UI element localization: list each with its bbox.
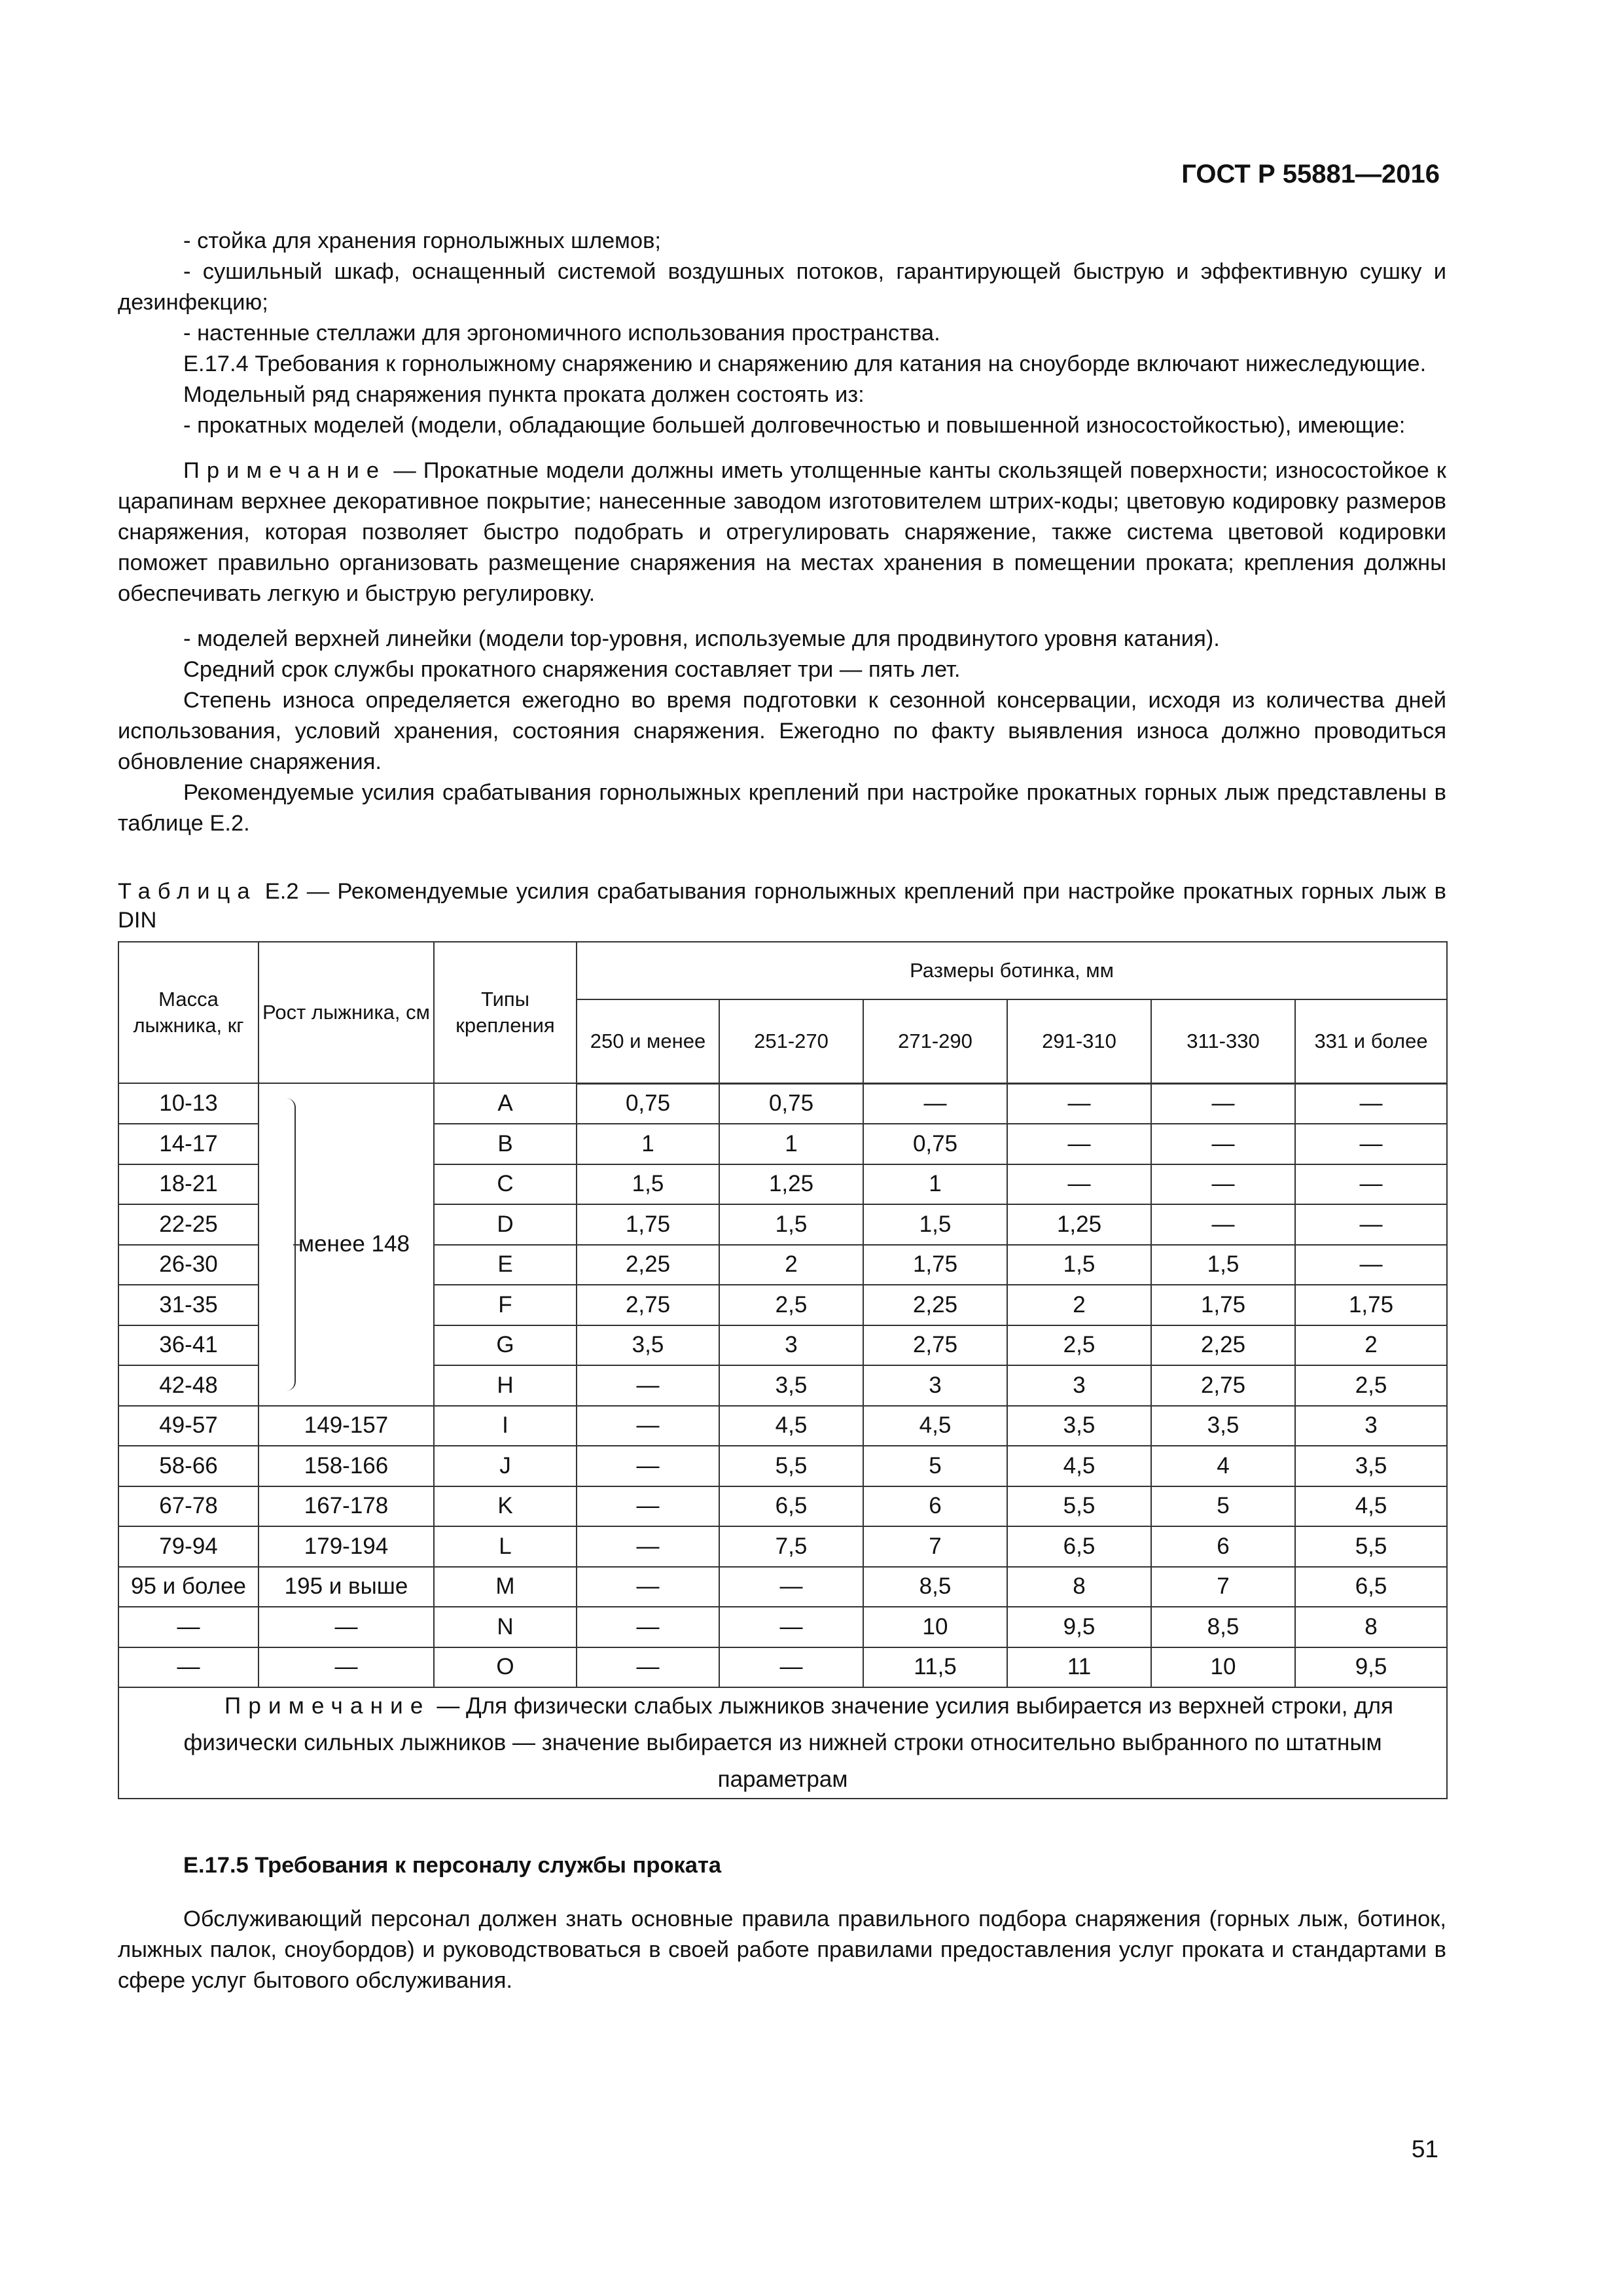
cell-value: 2,75: [577, 1285, 719, 1325]
table-row: [118, 1526, 1447, 1567]
cell-height: —: [259, 1607, 434, 1647]
table-note-row: [118, 1687, 1447, 1799]
cell-value: 3: [719, 1325, 863, 1366]
cell-height: 158-166: [259, 1446, 434, 1486]
paragraph-model-range: Модельный ряд снаряжения пункта проката должен состоять из:: [183, 382, 865, 407]
cell-mass: 49-57: [118, 1406, 259, 1446]
table-row: [118, 1446, 1447, 1486]
cell-value: 3,5: [577, 1325, 719, 1366]
table-row: [118, 1647, 1447, 1688]
cell-height-merged: [259, 1083, 434, 1406]
cell-value: 6,5: [1007, 1526, 1151, 1567]
column-header-binding-type: Типы крепления: [434, 942, 577, 1083]
table-row: [118, 1406, 1447, 1446]
table-caption-label: Таблица: [118, 879, 257, 904]
cell-value: 1: [863, 1164, 1007, 1205]
cell-value: —: [719, 1607, 863, 1647]
cell-value: 0,75: [863, 1124, 1007, 1164]
table-caption-text: Е.2 — Рекомендуемые усилия срабатывания горнолыжных креплений при настройке прокатных горных лыж в DIN: [118, 879, 1446, 933]
cell-value: 4: [1151, 1446, 1295, 1486]
cell-value: 1,25: [719, 1164, 863, 1205]
note-text: — Прокатные модели должны иметь утолщенные канты скользящей поверхности; износостойкое к царапинам верхнее декоративное покрытие; нанесенные заводом изготовителем штрих-коды; цветовую кодировку размеров снаряжения, которая позволяет быстро подобрать и отрегулировать снаряжение, также система цветовой кодировки поможет правильно организовать размещение снаряжения на местах хранения в помещении проката; крепления должны обеспечивать легкую и быструю регулировку.: [118, 458, 1446, 606]
cell-value: 1,75: [863, 1245, 1007, 1285]
cell-binding-type: L: [434, 1526, 577, 1567]
cell-binding-type: F: [434, 1285, 577, 1325]
paragraph-service-life: Средний срок службы прокатного снаряжения составляет три — пять лет.: [183, 657, 961, 682]
table-row: [118, 1607, 1447, 1647]
cell-mass: 58-66: [118, 1446, 259, 1486]
cell-height-label: менее 148: [298, 1231, 410, 1257]
cell-value: 9,5: [1007, 1607, 1151, 1647]
cell-value: 2,75: [1151, 1365, 1295, 1406]
cell-height: 195 и выше: [259, 1567, 434, 1607]
cell-value: 11,5: [863, 1647, 1007, 1688]
cell-mass: 18-21: [118, 1164, 259, 1205]
column-header-boot-size: 311-330: [1151, 999, 1295, 1083]
cell-value: —: [1151, 1204, 1295, 1245]
column-header-boot-size: 331 и более: [1295, 999, 1447, 1083]
cell-mass: —: [118, 1607, 259, 1647]
cell-value: 1,75: [577, 1204, 719, 1245]
cell-value: 0,75: [719, 1083, 863, 1124]
paragraph-e174: Е.17.4 Требования к горнолыжному снаряжению и снаряжению для катания на сноуборде включают нижеследующие.: [183, 351, 1427, 376]
cell-binding-type: E: [434, 1245, 577, 1285]
cell-value: 1,75: [1151, 1285, 1295, 1325]
table-note-label: Примечание: [224, 1693, 431, 1719]
cell-value: —: [863, 1083, 1007, 1124]
cell-binding-type: O: [434, 1647, 577, 1688]
cell-value: —: [577, 1446, 719, 1486]
cell-value: —: [577, 1406, 719, 1446]
cell-value: —: [1295, 1245, 1447, 1285]
cell-value: —: [1295, 1083, 1447, 1124]
cell-binding-type: C: [434, 1164, 577, 1205]
cell-value: —: [577, 1607, 719, 1647]
cell-value: 5,5: [719, 1446, 863, 1486]
cell-value: 6,5: [719, 1486, 863, 1527]
cell-value: 3,5: [719, 1365, 863, 1406]
cell-mass: 22-25: [118, 1204, 259, 1245]
cell-mass: 14-17: [118, 1124, 259, 1164]
cell-value: 0,75: [577, 1083, 719, 1124]
cell-value: —: [577, 1486, 719, 1527]
cell-value: —: [719, 1647, 863, 1688]
list-item: - сушильный шкаф, оснащенный системой воздушных потоков, гарантирующей быструю и эффективную сушку и дезинфекцию;: [118, 259, 1446, 315]
column-header-boot-size: 271-290: [863, 999, 1007, 1083]
page-content: [118, 226, 1446, 1996]
cell-value: —: [1007, 1083, 1151, 1124]
list-item: - настенные стеллажи для эргономичного использования пространства.: [183, 321, 940, 346]
cell-value: 2,25: [1151, 1325, 1295, 1366]
cell-value: 5,5: [1007, 1486, 1151, 1527]
cell-value: 10: [863, 1607, 1007, 1647]
cell-binding-type: B: [434, 1124, 577, 1164]
column-header-mass: Масса лыжника, кг: [118, 942, 259, 1083]
cell-value: 1,5: [1007, 1245, 1151, 1285]
cell-value: —: [719, 1567, 863, 1607]
cell-binding-type: A: [434, 1083, 577, 1124]
column-header-boot-sizes: Размеры ботинка, мм: [577, 942, 1447, 999]
cell-value: 8,5: [863, 1567, 1007, 1607]
cell-value: 6: [863, 1486, 1007, 1527]
cell-value: 1: [719, 1124, 863, 1164]
cell-value: 2,25: [577, 1245, 719, 1285]
cell-mass: 42-48: [118, 1365, 259, 1406]
cell-mass: 79-94: [118, 1526, 259, 1567]
cell-value: 5,5: [1295, 1526, 1447, 1567]
cell-value: 4,5: [863, 1406, 1007, 1446]
cell-value: 6: [1151, 1526, 1295, 1567]
cell-value: 1: [577, 1124, 719, 1164]
cell-value: 8: [1295, 1607, 1447, 1647]
cell-value: 2,5: [1007, 1325, 1151, 1366]
cell-value: —: [1295, 1124, 1447, 1164]
cell-height: 179-194: [259, 1526, 434, 1567]
cell-value: 10: [1151, 1647, 1295, 1688]
binding-force-table: [118, 941, 1448, 1799]
cell-value: 8,5: [1151, 1607, 1295, 1647]
cell-value: —: [1295, 1204, 1447, 1245]
column-header-boot-size: 291-310: [1007, 999, 1151, 1083]
paragraph-wear: Степень износа определяется ежегодно во время подготовки к сезонной консервации, исходя из количества дней использования, условий хранения, состояния снаряжения. Ежегодно по факту выявления износа должно проводиться обновление снаряжения.: [118, 688, 1446, 774]
cell-value: 1,75: [1295, 1285, 1447, 1325]
cell-value: 4,5: [719, 1406, 863, 1446]
cell-value: 1,5: [719, 1204, 863, 1245]
note-rental-models: [118, 456, 1446, 609]
cell-height: 167-178: [259, 1486, 434, 1527]
cell-value: 4,5: [1295, 1486, 1447, 1527]
cell-value: 4,5: [1007, 1446, 1151, 1486]
cell-height: —: [259, 1647, 434, 1688]
cell-value: 2,25: [863, 1285, 1007, 1325]
cell-value: —: [577, 1567, 719, 1607]
column-header-height: Рост лыжника, см: [259, 942, 434, 1083]
cell-value: 2,5: [1295, 1365, 1447, 1406]
cell-value: 2: [1007, 1285, 1151, 1325]
cell-value: —: [1007, 1164, 1151, 1205]
cell-binding-type: D: [434, 1204, 577, 1245]
note-label: Примечание: [183, 458, 387, 483]
cell-value: 2,75: [863, 1325, 1007, 1366]
cell-mass: 36-41: [118, 1325, 259, 1366]
cell-value: 3,5: [1295, 1446, 1447, 1486]
cell-mass: 26-30: [118, 1245, 259, 1285]
cell-value: 5: [863, 1446, 1007, 1486]
cell-binding-type: J: [434, 1446, 577, 1486]
page-number: 51: [1411, 2136, 1438, 2162]
cell-binding-type: H: [434, 1365, 577, 1406]
cell-value: 7: [1151, 1567, 1295, 1607]
table-note-text: — Для физически слабых лыжников значение усилия выбирается из верхней строки, для физически сильных лыжников — значение выбирается из нижней строки относительно выбранного по штатным параметрам: [183, 1693, 1394, 1792]
cell-height: 149-157: [259, 1406, 434, 1446]
cell-value: —: [1151, 1164, 1295, 1205]
section-text: Обслуживающий персонал должен знать основные правила правильного подбора снаряжения (горных лыж, ботинок, лыжных палок, сноубордов) и руководствоваться в своей работе правилами предоставления услуг проката и стандартами в сфере услуг бытового обслуживания.: [118, 1906, 1446, 1993]
cell-value: 3: [863, 1365, 1007, 1406]
cell-mass: 31-35: [118, 1285, 259, 1325]
table-note: [118, 1687, 1447, 1799]
column-header-boot-size: 251-270: [719, 999, 863, 1083]
cell-value: 7: [863, 1526, 1007, 1567]
list-item: - моделей верхней линейки (модели top-уровня, используемые для продвинутого уровня катания).: [183, 626, 1220, 651]
cell-value: —: [1295, 1164, 1447, 1205]
paragraph-recommended: Рекомендуемые усилия срабатывания горнолыжных креплений при настройке прокатных горных лыж представлены в таблице Е.2.: [118, 780, 1446, 836]
cell-binding-type: M: [434, 1567, 577, 1607]
table-row: [118, 1486, 1447, 1527]
cell-value: 2: [719, 1245, 863, 1285]
cell-mass: —: [118, 1647, 259, 1688]
cell-mass: 10-13: [118, 1083, 259, 1124]
cell-mass: 67-78: [118, 1486, 259, 1527]
cell-value: 1,5: [863, 1204, 1007, 1245]
cell-value: 9,5: [1295, 1647, 1447, 1688]
cell-value: 11: [1007, 1647, 1151, 1688]
table-row: [118, 1083, 1447, 1124]
list-item: - стойка для хранения горнолыжных шлемов;: [183, 228, 661, 253]
cell-value: 5: [1151, 1486, 1295, 1527]
cell-value: 3: [1007, 1365, 1151, 1406]
cell-value: 2,5: [719, 1285, 863, 1325]
section-title: Е.17.5 Требования к персоналу службы проката: [183, 1853, 722, 1878]
cell-mass: 95 и более: [118, 1567, 259, 1607]
cell-binding-type: N: [434, 1607, 577, 1647]
cell-binding-type: K: [434, 1486, 577, 1527]
cell-value: 7,5: [719, 1526, 863, 1567]
cell-binding-type: G: [434, 1325, 577, 1366]
cell-value: —: [577, 1526, 719, 1567]
list-item: - прокатных моделей (модели, обладающие большей долговечностью и повышенной износостойкостью), имеющие:: [183, 413, 1406, 438]
cell-value: 3,5: [1007, 1406, 1151, 1446]
table-row: [118, 1567, 1447, 1607]
cell-value: —: [1151, 1124, 1295, 1164]
cell-value: 1,25: [1007, 1204, 1151, 1245]
column-header-boot-size: 250 и менее: [577, 999, 719, 1083]
cell-binding-type: I: [434, 1406, 577, 1446]
cell-value: 6,5: [1295, 1567, 1447, 1607]
cell-value: —: [577, 1365, 719, 1406]
cell-value: 3,5: [1151, 1406, 1295, 1446]
cell-value: 3: [1295, 1406, 1447, 1446]
cell-value: 1,5: [577, 1164, 719, 1205]
cell-value: 8: [1007, 1567, 1151, 1607]
cell-value: —: [1151, 1083, 1295, 1124]
cell-value: 2: [1295, 1325, 1447, 1366]
document-id: ГОСТ Р 55881—2016: [1181, 160, 1440, 188]
cell-value: 1,5: [1151, 1245, 1295, 1285]
cell-value: —: [577, 1647, 719, 1688]
table-caption: [118, 877, 1446, 935]
cell-value: —: [1007, 1124, 1151, 1164]
